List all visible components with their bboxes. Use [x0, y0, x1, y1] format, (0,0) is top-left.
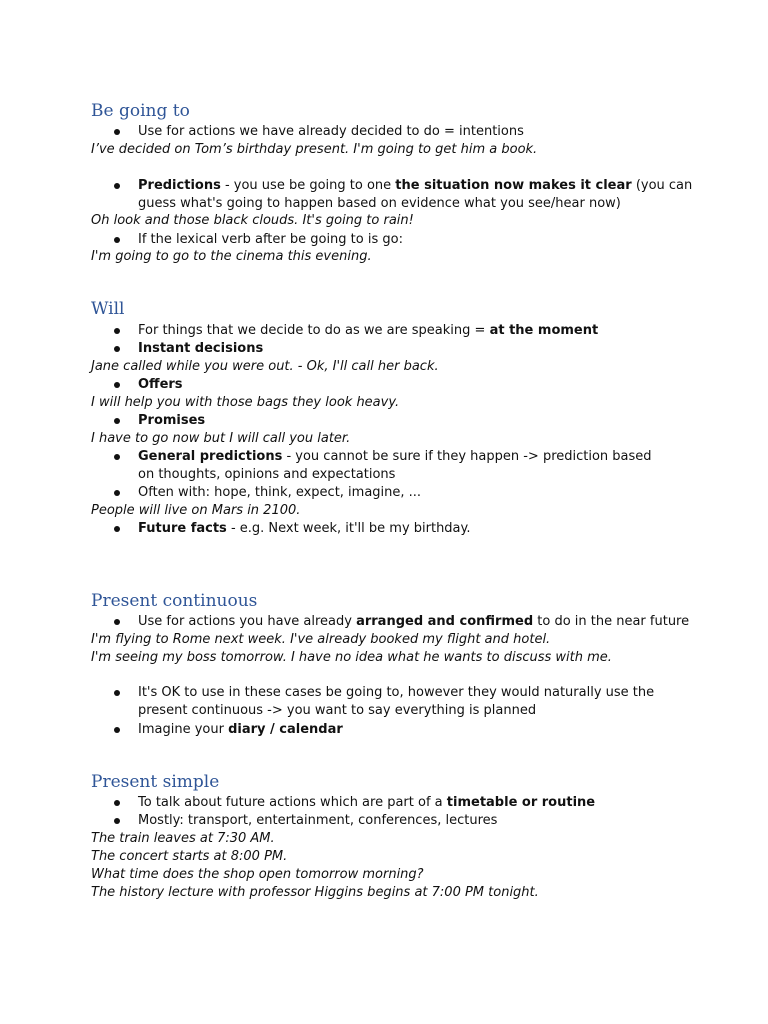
bold-term: timetable or routine — [446, 795, 596, 810]
bold-term: Offers — [138, 377, 183, 392]
bullet-dot — [114, 183, 120, 189]
bullet-dot — [114, 800, 120, 806]
bold-term: Instant decisions — [138, 341, 264, 356]
bullet-text: Use for actions you have already — [138, 614, 357, 629]
bold-term: Future facts — [138, 521, 227, 536]
example-sentence: The concert starts at 8:00 PM. — [91, 849, 288, 864]
bullet-item — [138, 123, 698, 141]
bullet-item — [138, 231, 698, 249]
bullet-item — [138, 376, 698, 394]
bullet-item — [138, 322, 698, 340]
bullet-item — [138, 340, 698, 358]
bold-term: Predictions — [138, 178, 221, 193]
heading-be-going-to: Be going to — [91, 101, 190, 121]
bullet-text: to do in the near future — [533, 614, 690, 629]
bullet-text: To talk about future actions which are part of a — [138, 795, 447, 810]
bullet-item — [138, 721, 698, 739]
bullet-dot — [114, 129, 120, 135]
example-sentence: I’ve decided on Tom’s birthday present. I'm going to get him a book. — [91, 142, 538, 157]
bullet-item — [138, 448, 658, 484]
bullet-dot — [114, 690, 120, 696]
bullet-text: (you can guess what's going to happen based on evidence what you see/hear now) — [138, 178, 693, 211]
bold-term: General predictions — [138, 449, 283, 464]
bullet-dot — [114, 526, 120, 532]
bullet-text: Use for actions we have already decided to do = intentions — [138, 124, 524, 139]
heading-will: Will — [91, 299, 125, 319]
example-sentence: I'm going to go to the cinema this evening. — [91, 249, 372, 264]
example-sentence: I'm seeing my boss tomorrow. I have no idea what he wants to discuss with me. — [91, 650, 612, 665]
bullet-dot — [114, 346, 120, 352]
example-sentence: What time does the shop open tomorrow morning? — [91, 867, 424, 882]
bullet-text: Mostly: transport, entertainment, conferences, lectures — [138, 813, 498, 828]
bullet-text: - you cannot be sure if they happen -> prediction based on thoughts, opinions and expectations — [138, 449, 652, 482]
bullet-text: For things that we decide to do as we are speaking = — [138, 323, 490, 338]
bullet-text: - you use be going to one — [220, 178, 396, 193]
bullet-item — [138, 794, 698, 812]
bullet-text: Imagine your — [138, 722, 229, 737]
example-sentence: I will help you with those bags they look heavy. — [91, 395, 400, 410]
bullet-item — [138, 484, 698, 502]
bold-term: Promises — [138, 413, 206, 428]
bullet-dot — [114, 418, 120, 424]
bold-term: arranged and confirmed — [356, 614, 534, 629]
bullet-item — [138, 613, 698, 631]
bullet-dot — [114, 727, 120, 733]
bullet-dot — [114, 382, 120, 388]
bullet-dot — [114, 818, 120, 824]
heading-present-continuous: Present continuous — [91, 591, 258, 611]
example-sentence: Jane called while you were out. - Ok, I'll call her back. — [91, 359, 439, 374]
bold-term: at the moment — [489, 323, 599, 338]
example-sentence: The train leaves at 7:30 AM. — [91, 831, 275, 846]
bullet-item — [138, 520, 698, 538]
bullet-text: Often with: hope, think, expect, imagine, ... — [138, 485, 422, 500]
example-sentence: I have to go now but I will call you later. — [91, 431, 351, 446]
bullet-item — [138, 177, 698, 213]
bullet-dot — [114, 454, 120, 460]
example-sentence: People will live on Mars in 2100. — [91, 503, 301, 518]
bullet-text: If the lexical verb after be going to is go: — [138, 232, 403, 247]
bullet-item — [138, 812, 698, 830]
bullet-item — [138, 412, 698, 430]
bold-term: diary / calendar — [228, 722, 343, 737]
example-sentence: Oh look and those black clouds. It's going to rain! — [91, 213, 414, 228]
bullet-text: - e.g. Next week, it'll be my birthday. — [226, 521, 471, 536]
example-sentence: The history lecture with professor Higgins begins at 7:00 PM tonight. — [91, 885, 539, 900]
bullet-item — [138, 684, 668, 720]
bullet-dot — [114, 328, 120, 334]
bullet-dot — [114, 237, 120, 243]
bold-term: the situation now makes it clear — [395, 178, 632, 193]
heading-present-simple: Present simple — [91, 772, 220, 792]
example-sentence: I'm flying to Rome next week. I've already booked my flight and hotel. — [91, 632, 551, 647]
bullet-text: It's OK to use in these cases be going to, however they would naturally use the present continuous -> you want to say everything is planned — [138, 685, 655, 718]
bullet-dot — [114, 619, 120, 625]
bullet-dot — [114, 490, 120, 496]
